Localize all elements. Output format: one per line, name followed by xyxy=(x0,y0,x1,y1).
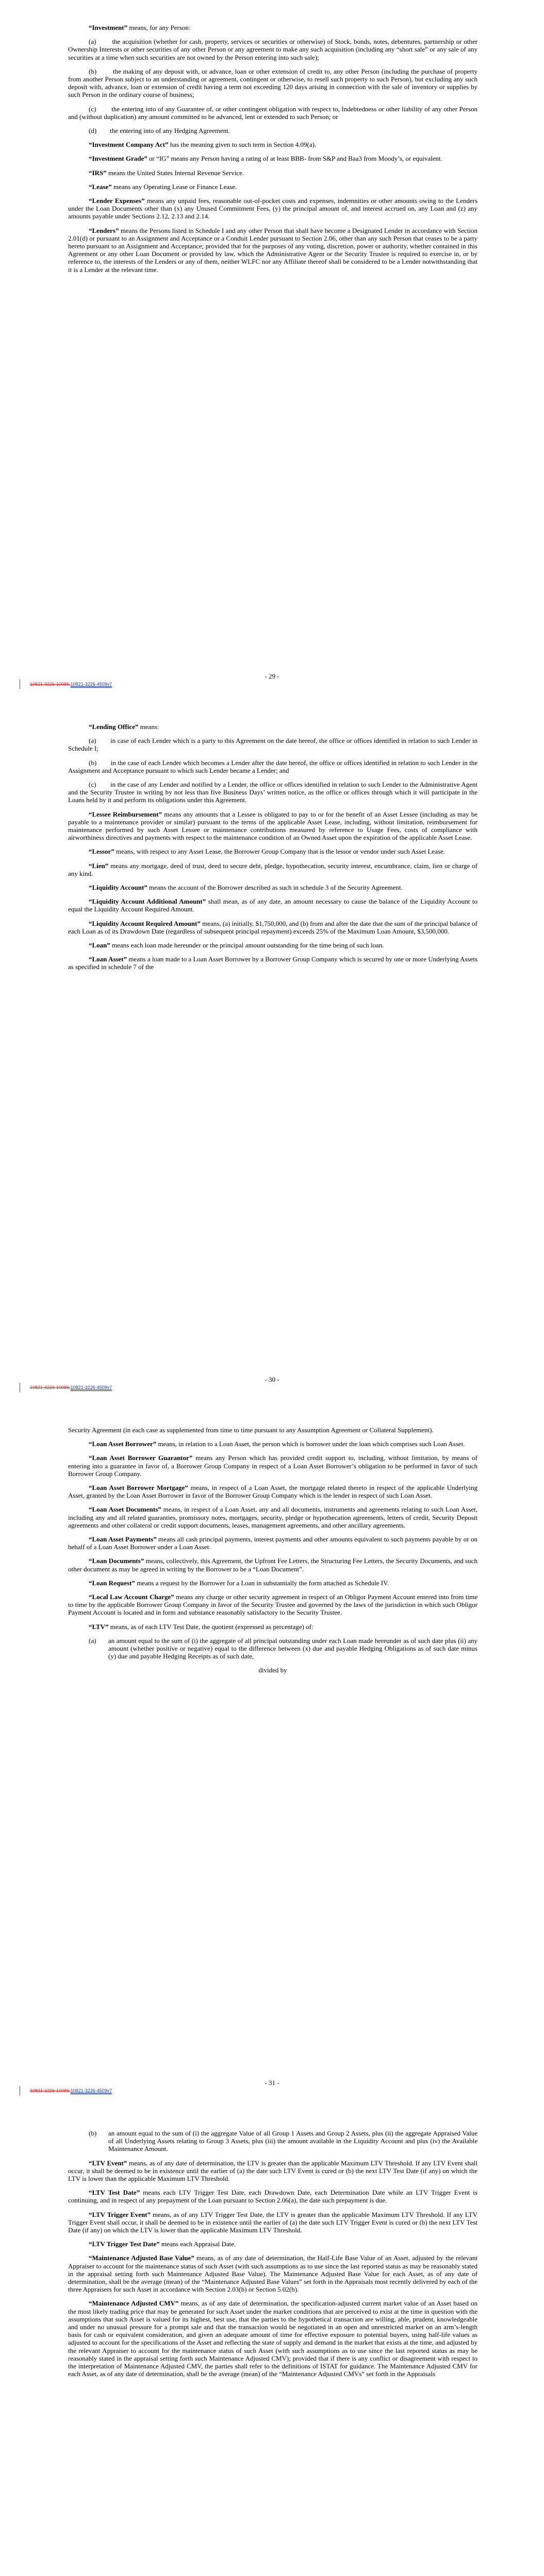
definition-paragraph xyxy=(68,1623,477,1631)
defined-term: “Maintenance Adjusted Base Value” xyxy=(89,2254,194,2262)
clause-label: (b) xyxy=(89,758,97,767)
document-id-deleted: 10821-3226-10086. xyxy=(30,1385,71,1390)
clause-paragraph xyxy=(68,781,477,804)
clause-label: (c) xyxy=(89,781,96,789)
definition-paragraph xyxy=(68,1535,477,1551)
definition-text: means, as of each LTV Test Date, the quotient (expressed as percentage) of: xyxy=(108,1622,314,1631)
definition-paragraph xyxy=(68,24,477,31)
definition-paragraph xyxy=(68,884,477,891)
definition-paragraph xyxy=(68,1505,477,1529)
defined-term: “LTV Test Date” xyxy=(89,2189,140,2197)
document-id-deleted: 10821-3226-10086. xyxy=(30,682,71,687)
definition-paragraph xyxy=(68,2240,477,2248)
definition-text: means the Persons listed in Schedule I and any other Person that shall have become a Designated Lender in accordance with Section 2.01(d) or pursuant to an Assignment and Acceptance or a Conduit Lender pursuant to Section 2.06, other than any such Person that ceases to be a party hereto pursuant to an Assignment and Acceptance; provided that for the purposes of any voting, discretion, power or authority, whether contained in this Agreement or any other Loan Document or provided by law, which the Administrative Agent or the Security Trustee is required to exercise in, or by reference to, the interests of the Lenders or any of them, neither WLFC nor any Affiliate thereof shall be considered to be a Lender notwithstanding that it is a Lender at the relevant time. xyxy=(68,226,477,274)
definition-text: means the account of the Borrower described as such in schedule 3 of the Security Agreement. xyxy=(147,884,403,892)
definition-text: means, as of any date of determination, the specification-adjusted current market value of an Asset based on the most likely trading price that may be generated for such Asset under the market conditions that are perceived to exist at the time in question with the assumptions that such Asset is valued for its highest, best use, that the parties to the hypothetical transaction are willing, able, prudent, knowledgeable and under no unusual pressure for a prompt sale and that the transaction would be negotiated in an open and unrestricted market on an arm’s-length basis for cash or equivalent consideration, and given an adequate amount of time for effective exposure to potential buyers, using half-life values as adjusted to account for the specifications of the Asset and reflecting the state of supply and demand in the market that exists at the time, and adjusted by the relevant Appraiser to account for the maintenance status of such Asset (with such assumptions as to use since the last reported status as may be reasonably stated in the appraisal setting forth such Maintenance Adjusted CMV); provided that if there is any conflict or disagreement with respect to the interpretation of Maintenance Adjusted CMV, the parties shall refer to the definitions of ISTAT for guidance. The Maintenance Adjusted CMV for each Asset, as of any date of determination, shall be the average (mean) of the “Maintenance Adjusted CMVs” set forth in the Appraisals xyxy=(68,2299,477,2378)
definition-text: means any charge or other security agreement in respect of an Obligor Payment Account entered into from time to time by the applicable Borrower Group Company in favor of the Security Trustee and governed by the laws of the jurisdiction in which such Obligor Payment Account is located and in form and substance reasonably satisfactory to the Security Trustee. xyxy=(68,1593,477,1617)
clause-label: (c) xyxy=(89,105,96,113)
clause-paragraph xyxy=(68,759,477,774)
defined-term: “Lenders” xyxy=(89,226,119,234)
document-id-inserted: 10821-3226-4509v7 xyxy=(70,682,112,687)
definition-text: means a request by the Borrower for a Loan in substantially the form attached as Schedule IV. xyxy=(135,1579,389,1587)
defined-term: “LTV” xyxy=(89,1622,109,1631)
page-footer xyxy=(0,672,544,687)
definition-text: means, collectively, this Agreement, the Upfront Fee Letters, the Structuring Fee Letters, the Security Documents, and such other document as may be agreed in writing by the Borrower to be a “Loan Document”. xyxy=(68,1557,477,1573)
clause-label: (a) xyxy=(89,737,96,745)
definition-paragraph xyxy=(68,810,477,842)
definition-text: means, as of any date of determination, the Half-Life Base Value of an Asset, adjusted by the relevant Appraiser to account for the maintenance status of such Asset (with such assumptions as to use since the last reported status as may be reasonably stated in the appraisal setting forth such Maintenance Adjusted Base Value). The Maintenance Adjusted Base Value for each Asset, as of any date of determination, shall be the average (mean) of the “Maintenance Adjusted Base Values” set forth in the Appraisals most recently delivered by each of the three Appraisers for such Asset in accordance with Section 2.03(b) or Section 5.02(b). xyxy=(68,2254,477,2294)
defined-term: “Loan Asset Borrower Guarantor” xyxy=(89,1454,193,1462)
page-number: - 31 - xyxy=(265,2079,279,2087)
defined-term: “LTV Event” xyxy=(89,2159,127,2167)
definition-paragraph xyxy=(68,197,477,221)
defined-term: “Investment Grade” xyxy=(89,155,147,163)
clause-paragraph xyxy=(68,1637,477,1660)
clause-text: the acquisition (whether for cash, property, services or securities or otherwise) of Stock, bonds, notes, debentures, partnership or other Ownership Interests or other securities of any other Person or any agreement to make any such acquisition (including any “short sale” or any sale of any securities at a time when such securities are not owned by the Person entering into such sale); xyxy=(68,38,478,61)
document-id-inserted: 10821-3226-4509v7 xyxy=(70,1385,112,1390)
definition-paragraph xyxy=(68,2211,477,2234)
definition-text: means any unpaid fees, reasonable out-of-pocket costs and expenses, indemnities or other amounts owing to the Lenders under the Loan Documents other than (x) any Unused Commitment Fees, (y) the principal amount of, and interest accrued on, any Loan and (z) any amounts payable under Sections 2.12, 2.13 and 2.14. xyxy=(68,197,478,221)
definition-paragraph xyxy=(68,1557,477,1572)
defined-term: “Loan Asset” xyxy=(89,955,127,963)
definition-paragraph xyxy=(68,155,477,162)
defined-term: “Lessee Reimbursement” xyxy=(89,810,162,818)
page-body xyxy=(68,723,477,977)
document-id xyxy=(30,1385,112,1390)
defined-term: “LTV Trigger Event” xyxy=(89,2210,151,2218)
page-number: - 29 - xyxy=(265,672,279,680)
definition-text: means each loan made hereunder or the principal amount outstanding for the time being of such loan. xyxy=(110,941,384,950)
defined-term: “Liquidity Account Required Amount” xyxy=(89,919,201,927)
definition-text: means, in respect of a Loan Asset, any and all documents, instruments and agreements relating to such Loan Asset, including any and all related guaranties, promissory notes, mortgages, security, pledge or hypothecation agreements, letters of credit, Security Deposit agreements and other collateral or credit support documents, leases, management agreements, and other ancillary agreements. xyxy=(68,1505,477,1529)
clause-paragraph xyxy=(68,67,477,99)
definition-text: means, as of any date of determination, the LTV is greater than the applicable Maximum LTV Threshold. If any LTV Event shall occur, it shall be deemed to be in existence until the earlier of (a) the date such LTV Event is cured or (b) the next LTV Test Date (if any) on which the LTV is lower than the applicable Maximum LTV Threshold. xyxy=(68,2159,477,2183)
definition-text: means each Appraisal Date. xyxy=(159,2240,236,2248)
defined-term: “Lending Office” xyxy=(89,723,139,731)
defined-term: “Loan Request” xyxy=(89,1579,135,1587)
document-page-31 xyxy=(0,1406,544,2110)
page-footer xyxy=(0,2079,544,2093)
clause-text: an amount equal to the sum of (i) the aggregate of all principal outstanding under each Loan made hereunder as of such date plus (ii) any amount (whether positive or negative) equal to the difference between (x) due and payable Hedging Obligations as of such date minus (y) due and payable Hedging Receipts as of such date, xyxy=(108,1636,477,1660)
definition-paragraph xyxy=(68,183,477,191)
definition-paragraph xyxy=(68,723,477,731)
definition-text: shall mean, as of any date, an amount necessary to cause the balance of the Liquidity Account to equal the Liquidity Account Required Amount. xyxy=(68,897,478,913)
definition-text: means, for any Person: xyxy=(127,24,191,31)
definition-paragraph xyxy=(68,2254,477,2293)
definition-text: means: xyxy=(138,723,159,731)
defined-term: “Investment Company Act” xyxy=(89,141,169,149)
defined-term: “Loan Asset Documents” xyxy=(89,1505,161,1514)
clause-text: the entering into of any Hedging Agreement. xyxy=(110,127,230,135)
definition-paragraph xyxy=(68,227,477,274)
page-number: - 30 - xyxy=(265,1376,279,1383)
defined-term: “Loan Asset Borrower Mortgage” xyxy=(89,1484,188,1492)
clause-paragraph xyxy=(68,737,477,752)
definition-paragraph xyxy=(68,2159,477,2183)
defined-term: “Lessor” xyxy=(89,848,114,856)
definition-paragraph xyxy=(68,2189,477,2204)
definition-text: means each LTV Trigger Test Date, each Drawdown Date, each Determination Date while an LTV Trigger Event is continuing, and in respect of any prepayment of the Loan pursuant to Section 2.06(a), the date such prepayment is due. xyxy=(68,2189,477,2205)
definition-paragraph xyxy=(68,955,477,971)
document-page-30 xyxy=(0,703,544,1406)
definition-paragraph xyxy=(68,1454,477,1478)
definition-paragraph xyxy=(68,848,477,855)
defined-term: “Local Law Account Charge” xyxy=(89,1593,174,1601)
definition-text: means, in relation to a Loan Asset, the person which is borrower under the loan which comprises such Loan Asset. xyxy=(156,1440,465,1448)
defined-term: “Liquidity Account Additional Amount” xyxy=(89,897,206,906)
definition-paragraph xyxy=(68,941,477,949)
definition-text: means a loan made to a Loan Asset Borrower by a Borrower Group Company which is secured by one or more Underlying Assets as specified in schedule 7 of the xyxy=(68,955,477,971)
definition-paragraph xyxy=(68,169,477,177)
definition-paragraph xyxy=(68,141,477,148)
defined-term: “Loan Asset Payments” xyxy=(89,1535,157,1544)
clause-paragraph xyxy=(68,2129,477,2153)
clause-label: (a) xyxy=(89,1636,96,1645)
document-id-inserted: 10821-3226-4509v7 xyxy=(70,2088,112,2093)
definition-text: means any Operating Lease or Finance Lease. xyxy=(111,182,237,191)
document-page-29 xyxy=(0,0,544,703)
clause-text: an amount equal to the sum of (i) the aggregate Value of all Group 1 Assets and Group 2 Assets, plus (ii) the aggregate Appraised Value of all Underlying Assets relating to Group 3 Assets, plus (iii) the amount available in the Liquidity Account and plus (iv) the Available Maintenance Amount. xyxy=(108,2129,477,2153)
defined-term: “Investment” xyxy=(89,24,128,31)
clause-label: (a) xyxy=(89,38,96,46)
clause-text: the making of any deposit with, or advance, loan or other extension of credit to, any other Person (including the purchase of property from another Person subject to an understanding or agreement, contingent or otherwise, to resell such property to such Person), but excluding any such deposit with, advance, loan or extension of credit having a term not exceeding 120 days arising in connection with the sale of inventory or supplies by such Person in the ordinary course of business; xyxy=(68,67,477,99)
defined-term: “Lender Expenses” xyxy=(89,197,145,205)
clause-paragraph xyxy=(68,38,477,61)
definition-text: means any amounts that a Lessee is obligated to pay to or for the benefit of an Asset Lessee (including as may be payable to a maintenance provider or similar) pursuant to the terms of the applicable Asset Lease, including, without limitation, reimbursement for maintenance performed by such Asset Lessee or maintenance contributions measured by reference to Usage Fees, costs of compliance with airworthiness directives and payments with respect to the maintenance condition of an Owned Asset upon the expiration of the applicable Asset Lease. xyxy=(68,810,477,842)
definition-text: means any mortgage, deed of trust, deed to secure debt, pledge, hypothecation, security interest, encumbrance, claim, lien or charge of any kind. xyxy=(68,861,477,877)
clause-text: in case of each Lender which is a party to this Agreement on the date hereof, the office or offices identified in relation to such Lender in Schedule I; xyxy=(68,737,477,753)
definition-paragraph xyxy=(68,920,477,935)
defined-term: “Maintenance Adjusted CMV” xyxy=(89,2299,179,2308)
clause-text: the entering into of any Guarantee of, or other contingent obligation with respect to, Indebtedness or other liability of any other Person and (without duplication) any amount committed to be advanced, lent or extended to such Person; or xyxy=(68,105,477,121)
clause-text: in the case of each Lender which becomes a Lender after the date hereof, the office or offices identified in relation to such Lender in the Assignment and Acceptance pursuant to which such Lender became a Lender; and xyxy=(68,758,478,774)
page-footer xyxy=(0,1376,544,1390)
definition-text: has the meaning given to such term in Section 4.09(a). xyxy=(168,141,317,149)
definition-paragraph xyxy=(68,862,477,877)
continuation-paragraph: Security Agreement (in each case as supplemented from time to time pursuant to any Assumption Agreement or Collateral Supplement). xyxy=(68,1426,434,1434)
definition-text: or “IG” means any Person having a rating of at least BBB- from S&P and Baa3 from Moody’s, or equivalent. xyxy=(147,155,442,163)
defined-term: “IRS” xyxy=(89,168,107,177)
defined-term: “Loan Asset Borrower” xyxy=(89,1440,157,1448)
document-id xyxy=(30,2088,112,2093)
definition-text: means, with respect to any Asset Lease, the Borrower Group Company that is the lessor or vendor under such Asset Lease. xyxy=(114,848,446,856)
defined-term: “Loan” xyxy=(89,941,110,950)
document-page-32 xyxy=(0,2110,544,2576)
page-body xyxy=(68,2129,477,2384)
definition-text: means any Person which has provided credit support to, including, without limitation, by means of entering into a guarantee in favor of, a Borrower Group Company in respect of a Loan Asset Borrower’s obligation to be performed in favor of such Borrower Group Company. xyxy=(68,1454,477,1478)
definition-paragraph xyxy=(68,897,477,913)
divided-by-text: divided by xyxy=(258,1666,287,1674)
definition-text: means the United States Internal Revenue Service. xyxy=(106,168,244,177)
defined-term: “Loan Documents” xyxy=(89,1557,144,1565)
definition-text: means all cash principal payments, interest payments and other amounts equivalent to such payments payable by or on behalf of a Loan Asset Borrower under a Loan Asset. xyxy=(68,1535,477,1551)
definition-paragraph xyxy=(68,1440,477,1448)
definition-paragraph xyxy=(68,1484,477,1499)
definition-text: means, (a) initially, $1,750,000, and (b) from and after the date that the sum of the principal balance of each Loan as of its Drawdown Date (regardless of subsequent principal repayment) exceeds 25% of the Maximum Loan Amount, $3,500,000. xyxy=(68,919,477,935)
document-id-deleted: 10821-3226-10086. xyxy=(30,2088,71,2093)
clause-paragraph xyxy=(68,105,477,121)
defined-term: “Lien” xyxy=(89,861,109,870)
clause-label: (b) xyxy=(89,2129,97,2137)
defined-term: “LTV Trigger Test Date” xyxy=(89,2240,160,2248)
definition-paragraph xyxy=(68,1593,477,1617)
document-id xyxy=(30,682,112,687)
defined-term: “Lease” xyxy=(89,182,112,191)
definition-text: means, as of any LTV Trigger Test Date, the LTV is greater than the applicable Maximum LTV Threshold. If any LTV Trigger Event shall occur, it shall be deemed to be in existence until the earlier of (a) the date such LTV Trigger Event is cured or (b) the next LTV Test Date (if any) on which the LTV is lower than the applicable Maximum LTV Threshold. xyxy=(68,2210,477,2234)
definition-paragraph xyxy=(68,1579,477,1587)
clause-label: (b) xyxy=(89,67,97,75)
definition-paragraph xyxy=(68,2299,477,2378)
defined-term: “Liquidity Account” xyxy=(89,884,147,892)
clause-text: in the case of any Lender and notified by a Lender, the office or offices identified in relation to such Lender to the Administrative Agent and the Security Trustee in writing by not less than five Business Days’ written notice, as the office or offices through which it will participate in the Loans held by it and perform its obligations under this Agreement. xyxy=(68,781,477,804)
clause-paragraph xyxy=(68,127,477,134)
page-body xyxy=(68,24,477,280)
definition-text: means, in respect of a Loan Asset, the mortgage related thereto in respect of the applicable Underlying Asset, granted by the Loan Asset Borrower in favor of the Borrower Group Company which is the lender in respect of such Loan Asset. xyxy=(68,1484,477,1500)
clause-label: (d) xyxy=(89,127,97,135)
page-body xyxy=(68,1426,477,1681)
